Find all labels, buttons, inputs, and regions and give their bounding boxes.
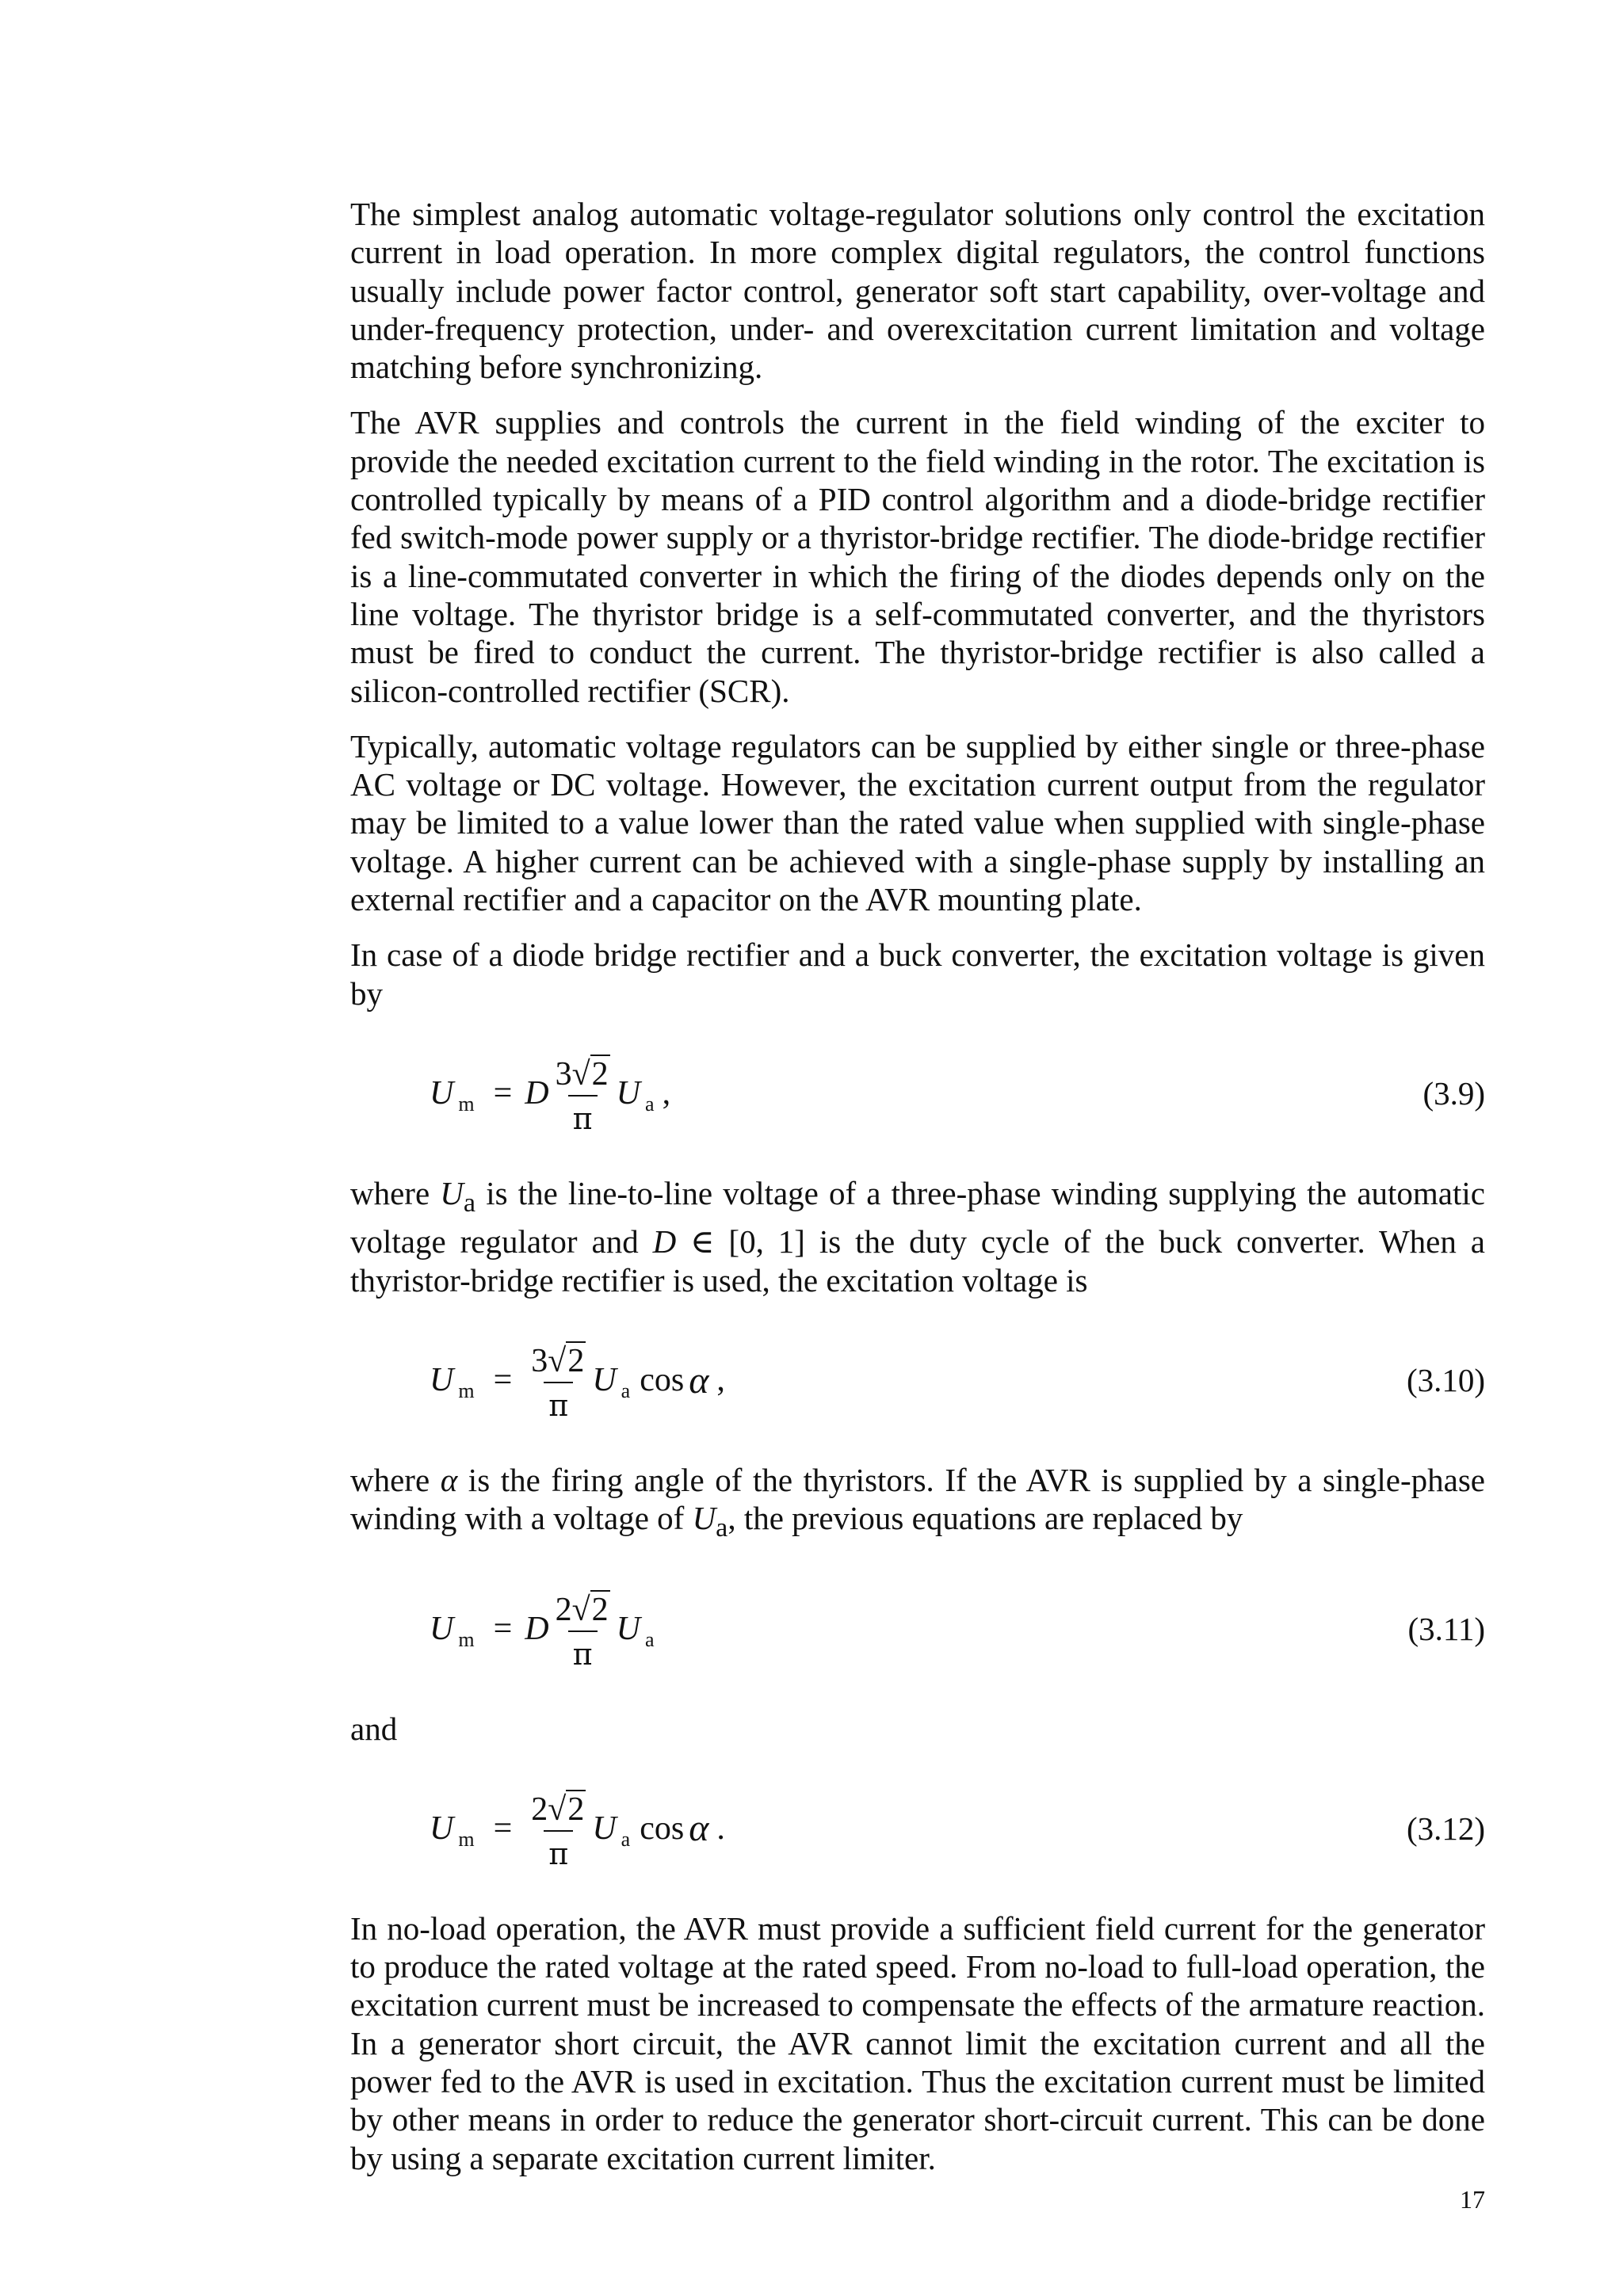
eq-equals-sign: = — [493, 1074, 513, 1112]
paragraph-diode-bridge-intro: In case of a diode bridge rectifier and a buck converter, the excitation voltage is given by — [350, 936, 1485, 1012]
equation-3-12 — [350, 1765, 1485, 1892]
eq-numerator — [528, 1791, 589, 1830]
eq-supply-voltage: U — [592, 1362, 617, 1399]
eq-denominator-pi: π — [544, 1382, 573, 1425]
eq-cos-function: cos — [640, 1362, 685, 1399]
eq-supply-subscript: a — [645, 1092, 655, 1116]
eq-lhs-symbol: U — [430, 1362, 454, 1399]
eq-numerator — [552, 1591, 613, 1630]
inline-var-d: D — [652, 1223, 677, 1261]
eq-radicand: 2 — [591, 1055, 609, 1093]
equation-body — [430, 1317, 725, 1444]
eq-radicand: 2 — [567, 1343, 585, 1380]
eq-radicand: 2 — [567, 1791, 585, 1828]
equation-3-9 — [350, 1030, 1485, 1157]
equation-body — [430, 1765, 725, 1892]
eq-firing-angle: α — [689, 1359, 709, 1402]
eq-cos-function: cos — [640, 1810, 685, 1847]
eq-lhs-subscript: m — [458, 1627, 475, 1651]
paragraph-avr-supply: Typically, automatic voltage regulators can be supplied by either single or three-phase AC voltage or DC voltage. However, the excitation current output from the regulator may be limited to a value lower than the rated value when supplied with single-phase voltage. A higher current can be achieved with a single-phase supply by installing an external rectifier and a capacitor on the AVR mounting plate. — [350, 727, 1485, 918]
text-run: is the line-to-line voltage of a three-phase winding supplying the automatic voltage regulator and — [350, 1174, 1485, 1261]
eq-punctuation: , — [716, 1362, 725, 1399]
eq-num-integer: 3 — [555, 1055, 572, 1093]
eq-supply-subscript: a — [645, 1627, 655, 1651]
inline-var-alpha: α — [440, 1462, 458, 1499]
text-run: where — [350, 1174, 441, 1211]
eq-num-integer: 3 — [531, 1343, 548, 1380]
paragraph-no-load-operation: In no-load operation, the AVR must provide a sufficient field current for the generator to produce the rated voltage at the rated speed. From no-load to full-load operation, the excitation current must be increased to compensate the effects of the armature reaction. In a generator short circuit, the AVR cannot limit the excitation current and all the power fed to the AVR is used in excitation. Thus the excitation current must be limited by other means in order to reduce the generator short-circuit current. This can be done by using a separate excitation current limiter. — [350, 1909, 1485, 2176]
equation-number: (3.12) — [1406, 1810, 1485, 1847]
eq-duty-cycle: D — [525, 1610, 549, 1647]
equation-3-10 — [350, 1317, 1485, 1444]
equation-body — [430, 1566, 655, 1692]
eq-lhs-symbol: U — [430, 1610, 454, 1647]
sqrt-icon: √ — [548, 1343, 567, 1380]
equation-3-11 — [350, 1566, 1485, 1692]
eq-supply-subscript: a — [621, 1379, 631, 1403]
eq-num-integer: 2 — [531, 1791, 548, 1828]
text-run: where — [350, 1462, 441, 1499]
eq-fraction — [528, 1342, 589, 1425]
paragraph-avr-field-winding: The AVR supplies and controls the current in the field winding of the exciter to provide the needed excitation current to the field winding in the rotor. The excitation is controlled typically by means of a PID control algorithm and a diode-bridge rectifier fed switch-mode power supply or a thyristor-bridge rectifier. The diode-bridge rectifier is a line-commutated converter in which the firing of the diodes depends only on the line voltage. The thyristor bridge is a self-commutated converter, and the thyristors must be fired to conduct the current. The thyristor-bridge rectifier is also called a silicon-controlled rectifier (SCR). — [350, 404, 1485, 709]
eq-supply-voltage: U — [592, 1810, 617, 1847]
eq-num-integer: 2 — [555, 1591, 572, 1628]
eq-numerator — [528, 1342, 589, 1382]
text-run: , the previous equations are replaced by — [727, 1500, 1243, 1537]
eq-lhs-subscript: m — [458, 1379, 475, 1403]
eq-lhs-subscript: m — [458, 1827, 475, 1851]
text-run: ∈ [0, 1] is the duty cycle of the buck converter. When a thyristor-bridge rectifier is used, the excitation voltage is — [350, 1223, 1485, 1299]
conjunction-and: and — [350, 1710, 398, 1747]
page-number: 17 — [1460, 2185, 1485, 2214]
eq-denominator-pi: π — [568, 1630, 598, 1673]
eq-lhs-symbol: U — [430, 1810, 454, 1847]
equation-number: (3.9) — [1423, 1074, 1485, 1112]
sqrt-icon: √ — [571, 1055, 590, 1093]
equation-number: (3.11) — [1407, 1610, 1485, 1647]
eq-fraction — [552, 1055, 613, 1138]
text-run: is the firing angle of the thyristors. If the AVR is supplied by a single-phase winding with a voltage of — [350, 1462, 1485, 1537]
eq-supply-voltage: U — [616, 1610, 641, 1647]
eq-punctuation: , — [662, 1074, 671, 1112]
eq-supply-subscript: a — [621, 1827, 631, 1851]
eq-numerator — [552, 1055, 613, 1095]
eq-lhs-subscript: m — [458, 1092, 475, 1116]
eq-supply-voltage: U — [616, 1074, 641, 1112]
eq-duty-cycle: D — [525, 1074, 549, 1112]
eq-fraction — [528, 1791, 589, 1873]
eq-denominator-pi: π — [544, 1830, 573, 1873]
inline-subscript: a — [716, 1513, 728, 1543]
paragraph-avr-intro: The simplest analog automatic voltage-regulator solutions only control the excitation current in load operation. In more complex digital regulators, the control functions usually include power factor control, generator soft start capability, over-voltage and under-frequency protection, under- and overexcitation current limitation and voltage matching before synchronizing. — [350, 196, 1485, 386]
eq-fraction — [552, 1591, 613, 1673]
inline-subscript: a — [463, 1188, 476, 1219]
eq-equals-sign: = — [493, 1610, 513, 1647]
eq-firing-angle: α — [689, 1807, 709, 1850]
eq-denominator-pi: π — [568, 1095, 598, 1138]
inline-var-u: U — [692, 1500, 716, 1537]
eq-lhs-symbol: U — [430, 1074, 454, 1112]
eq-punctuation: . — [716, 1810, 725, 1847]
page-body — [350, 195, 1485, 2195]
paragraph-ua-definition — [350, 1174, 1485, 1299]
eq-equals-sign: = — [493, 1810, 513, 1847]
sqrt-icon: √ — [571, 1591, 590, 1628]
equation-body — [430, 1030, 670, 1157]
eq-radicand: 2 — [591, 1591, 609, 1628]
inline-var-u: U — [440, 1174, 464, 1211]
equation-number: (3.10) — [1406, 1362, 1485, 1399]
sqrt-icon: √ — [548, 1791, 567, 1828]
eq-equals-sign: = — [493, 1362, 513, 1399]
paragraph-firing-angle — [350, 1461, 1485, 1548]
